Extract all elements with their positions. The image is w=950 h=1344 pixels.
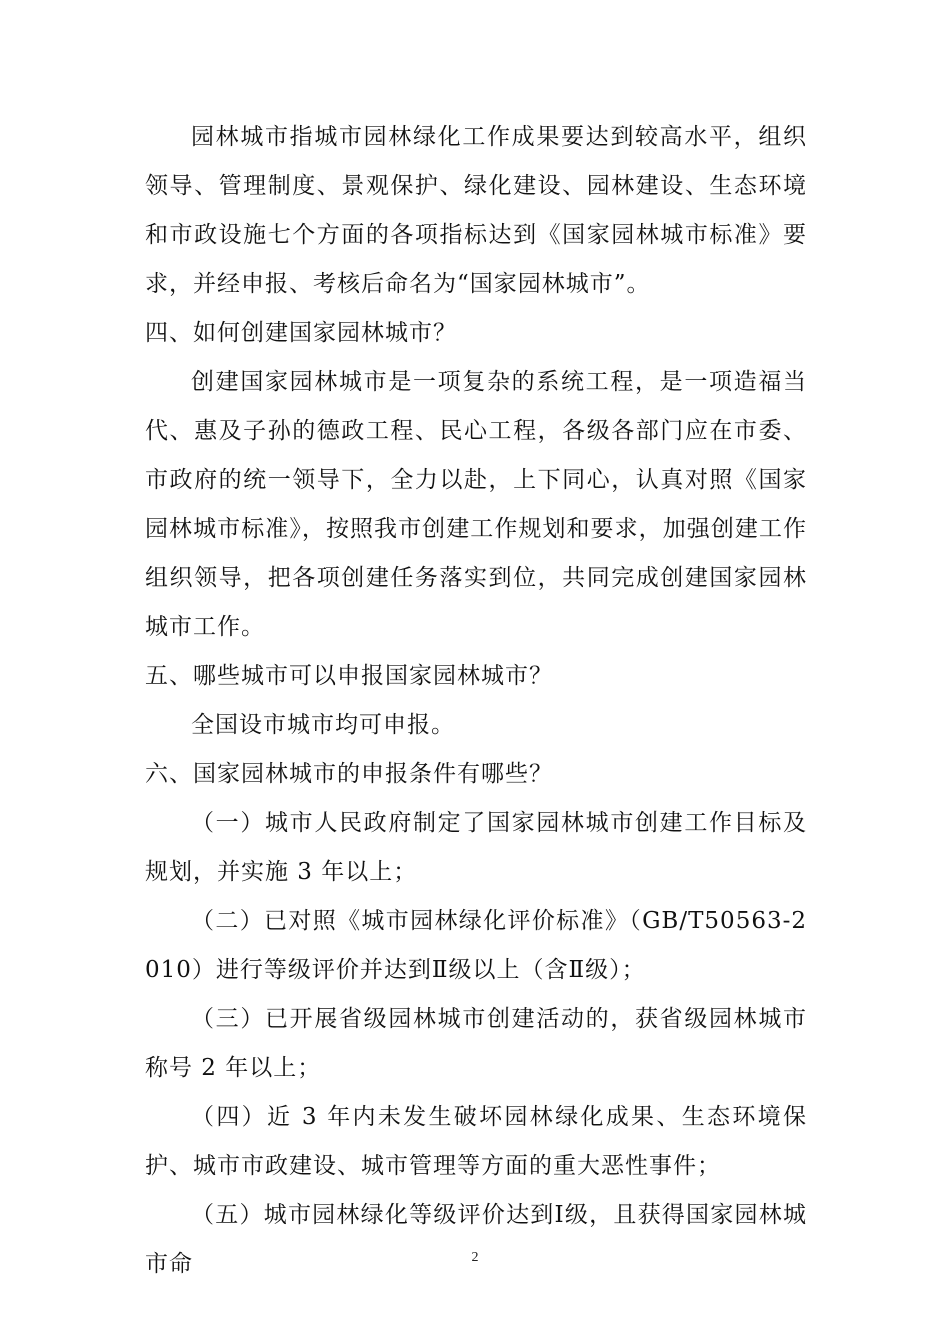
page-number: 2	[471, 1250, 479, 1265]
section-heading-6: 六、国家园林城市的申报条件有哪些？	[145, 761, 553, 787]
condition-item-5: （五）城市园林绿化等级评价达到Ⅰ级，且获得国家园林城市命	[145, 1202, 807, 1277]
section-heading-4: 四、如何创建国家园林城市？	[145, 320, 457, 346]
condition-item-1: （一）城市人民政府制定了国家园林城市创建工作目标及规划，并实施 3 年以上；	[145, 810, 807, 885]
paragraph-definition: 园林城市指城市园林绿化工作成果要达到较高水平，组织领导、管理制度、景观保护、绿化建设、园林建设、生态环境和市政设施七个方面的各项指标达到《国家园林城市标准》要求，并经申报、考核后命名为“国家园林城市”。	[145, 124, 807, 297]
document-body	[145, 113, 807, 1289]
paragraph-how-to-create: 创建国家园林城市是一项复杂的系统工程，是一项造福当代、惠及子孙的德政工程、民心工程，各级各部门应在市委、市政府的统一领导下，全力以赴，上下同心，认真对照《国家园林城市标准》，按照我市创建工作规划和要求，加强创建工作组织领导，把各项创建任务落实到位，共同完成创建国家园林城市工作。	[145, 369, 807, 640]
condition-item-2: （二）已对照《城市园林绿化评价标准》（GB/T50563-2010）进行等级评价并达到Ⅱ级以上（含Ⅱ级）；	[145, 908, 807, 983]
section-heading-5: 五、哪些城市可以申报国家园林城市？	[145, 663, 553, 689]
condition-item-3: （三）已开展省级园林城市创建活动的，获省级园林城市称号 2 年以上；	[145, 1006, 807, 1081]
condition-item-4: （四）近 3 年内未发生破坏园林绿化成果、生态环境保护、城市市政建设、城市管理等方面的重大恶性事件；	[145, 1104, 807, 1179]
paragraph-eligible-cities: 全国设市城市均可申报。	[191, 712, 455, 738]
